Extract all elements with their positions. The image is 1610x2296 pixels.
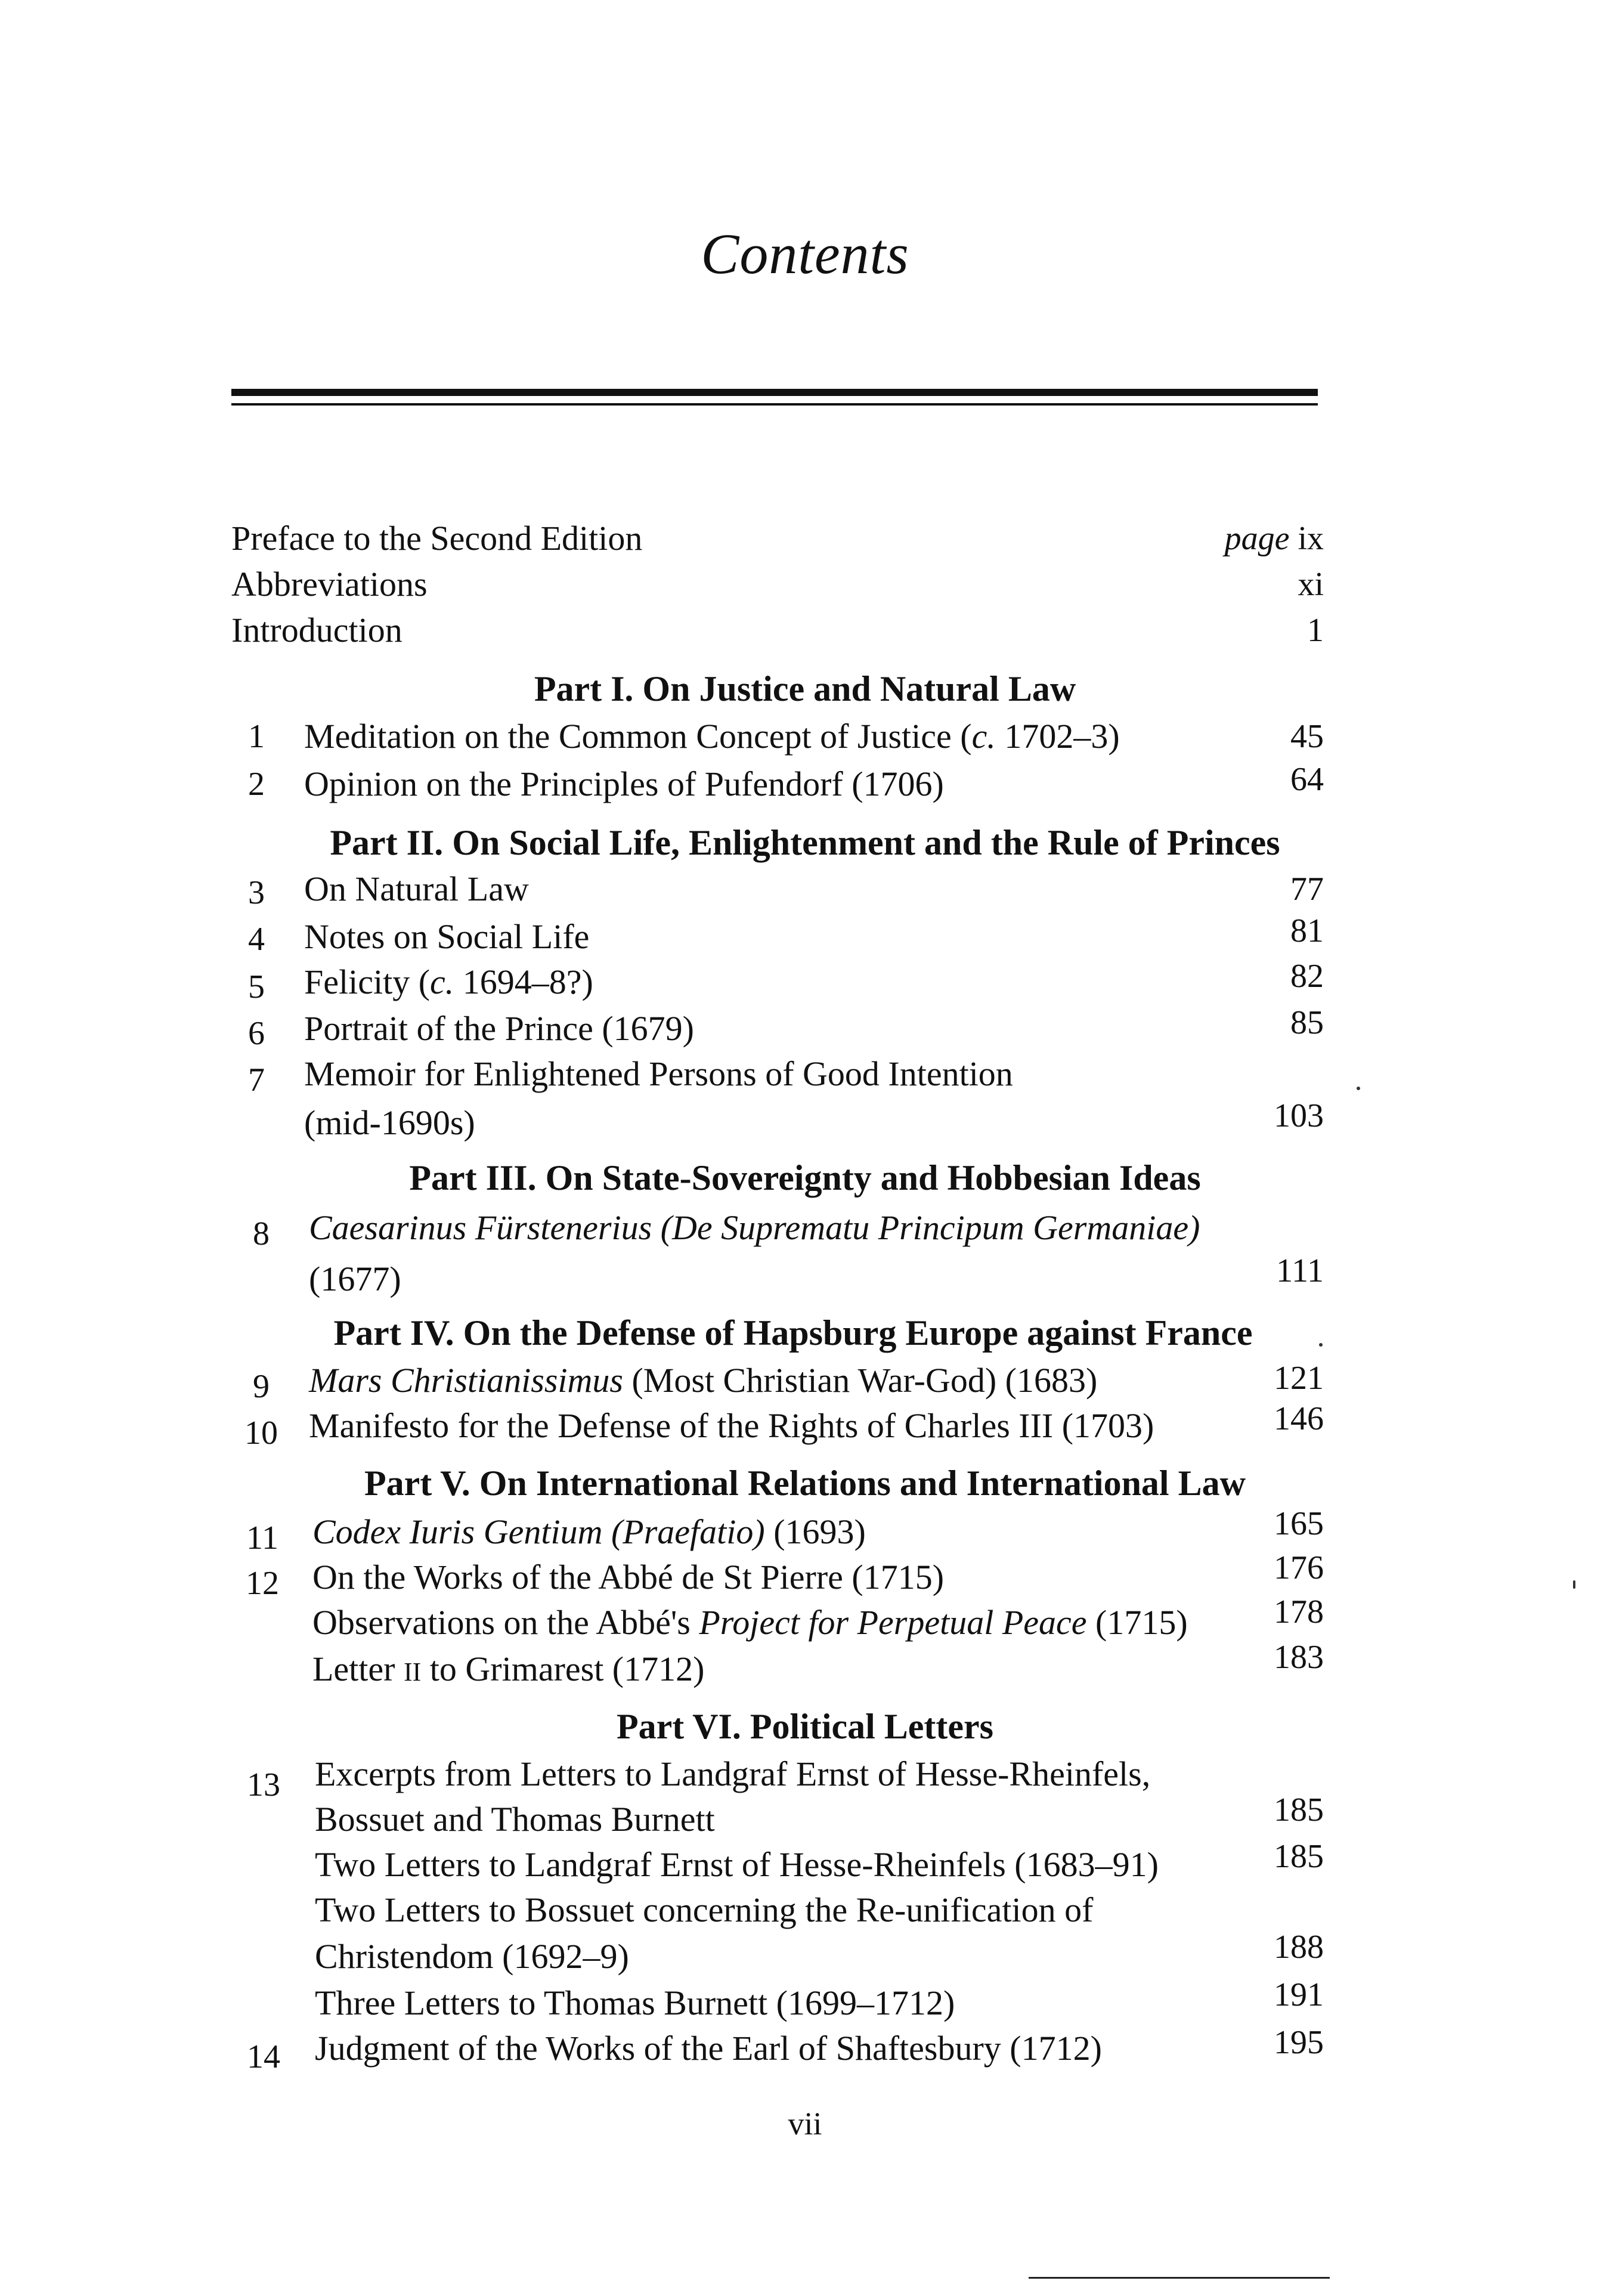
toc-entry[interactable]: On Natural Law xyxy=(304,869,529,908)
entry-number: 1 xyxy=(248,718,265,755)
toc-entry[interactable]: Meditation on the Common Concept of Justice (c. 1702–3) xyxy=(304,717,1120,756)
title-rule-thick xyxy=(231,389,1318,396)
entry-page: 146 xyxy=(1274,1400,1324,1437)
entry-page: 176 xyxy=(1274,1549,1324,1586)
entry-number: 9 xyxy=(253,1368,270,1405)
toc-entry[interactable]: Notes on Social Life xyxy=(304,917,590,956)
entry-number: 13 xyxy=(247,1766,280,1803)
entry-page: 185 xyxy=(1274,1791,1324,1828)
scan-speck xyxy=(1357,1087,1360,1090)
entry-page: 64 xyxy=(1290,761,1324,798)
front-abbreviations-page: xi xyxy=(1298,566,1324,603)
toc-entry[interactable]: Excerpts from Letters to Landgraf Ernst of Hesse-Rheinfels, xyxy=(315,1755,1151,1793)
entry-page: 188 xyxy=(1274,1929,1324,1966)
entry-number: 8 xyxy=(253,1215,270,1252)
toc-entry-continuation: Bossuet and Thomas Burnett xyxy=(315,1800,715,1839)
toc-entry[interactable]: Mars Christianissimus (Most Christian War-God) (1683) xyxy=(309,1361,1098,1400)
toc-entry[interactable]: Caesarinus Fürstenerius (De Suprematu Principum Germaniae) xyxy=(309,1208,1200,1247)
entry-number: 2 xyxy=(248,766,265,803)
entry-page: 183 xyxy=(1274,1639,1324,1676)
scan-speck xyxy=(1573,1580,1575,1589)
toc-entry[interactable]: Memoir for Enlightened Persons of Good Intention xyxy=(304,1054,1013,1093)
entry-page: 103 xyxy=(1274,1097,1324,1134)
front-introduction-page: 1 xyxy=(1307,612,1324,649)
entry-page: 111 xyxy=(1276,1252,1324,1289)
entry-page: 121 xyxy=(1274,1360,1324,1397)
toc-entry[interactable]: Two Letters to Bossuet concerning the Re-unification of xyxy=(315,1890,1094,1929)
front-abbreviations[interactable]: Abbreviations xyxy=(231,565,428,604)
entry-page: 165 xyxy=(1274,1505,1324,1542)
entry-number: 5 xyxy=(248,968,265,1005)
toc-entry[interactable]: On the Works of the Abbé de St Pierre (1715) xyxy=(312,1558,945,1596)
footer-rule xyxy=(1029,2277,1330,2279)
part-heading: Part VI. Political Letters xyxy=(616,1707,994,1746)
scan-speck xyxy=(1319,1343,1323,1347)
entry-number: 14 xyxy=(247,2038,280,2075)
toc-entry-continuation: (1677) xyxy=(309,1260,401,1298)
entry-page: 85 xyxy=(1290,1004,1324,1041)
part-heading: Part V. On International Relations and International Law xyxy=(364,1463,1246,1503)
part-heading: Part I. On Justice and Natural Law xyxy=(534,669,1076,708)
front-preface-page: page ix xyxy=(1224,520,1324,557)
toc-entry[interactable]: Three Letters to Thomas Burnett (1699–1712) xyxy=(315,1984,955,2022)
entry-page: 191 xyxy=(1274,1976,1324,2013)
toc-entry-continuation: (mid-1690s) xyxy=(304,1103,475,1142)
entry-number: 7 xyxy=(248,1062,265,1099)
entry-page: 185 xyxy=(1274,1838,1324,1875)
entry-page: 81 xyxy=(1290,912,1324,949)
entry-number: 3 xyxy=(248,874,265,911)
entry-page: 77 xyxy=(1290,871,1324,908)
toc-entry[interactable]: Opinion on the Principles of Pufendorf (1706) xyxy=(304,765,944,803)
toc-entry[interactable]: Felicity (c. 1694–8?) xyxy=(304,963,593,1001)
front-preface[interactable]: Preface to the Second Edition xyxy=(231,519,643,558)
toc-entry[interactable]: Judgment of the Works of the Earl of Shaftesbury (1712) xyxy=(315,2029,1102,2068)
toc-entry[interactable]: Letter II to Grimarest (1712) xyxy=(312,1650,705,1688)
toc-entry[interactable]: Portrait of the Prince (1679) xyxy=(304,1009,694,1048)
part-heading: Part III. On State-Sovereignty and Hobbesian Ideas xyxy=(409,1158,1201,1197)
entry-number: 10 xyxy=(244,1415,278,1452)
entry-number: 6 xyxy=(248,1015,265,1052)
toc-entry[interactable]: Codex Iuris Gentium (Praefatio) (1693) xyxy=(312,1512,866,1551)
entry-page: 195 xyxy=(1274,2024,1324,2061)
entry-page: 82 xyxy=(1290,958,1324,995)
toc-entry-continuation: Christendom (1692–9) xyxy=(315,1937,629,1976)
entry-number: 12 xyxy=(246,1565,279,1602)
entry-number: 11 xyxy=(246,1520,278,1557)
title-rule-thin xyxy=(231,403,1318,406)
entry-page: 178 xyxy=(1274,1593,1324,1630)
toc-entry[interactable]: Two Letters to Landgraf Ernst of Hesse-Rheinfels (1683–91) xyxy=(315,1845,1159,1884)
entry-number: 4 xyxy=(248,921,265,958)
page-number: vii xyxy=(788,2106,822,2142)
page-title: Contents xyxy=(701,222,909,286)
front-introduction[interactable]: Introduction xyxy=(231,611,402,649)
toc-entry[interactable]: Observations on the Abbé's Project for Perpetual Peace (1715) xyxy=(312,1603,1188,1642)
entry-page: 45 xyxy=(1290,718,1324,755)
toc-entry[interactable]: Manifesto for the Defense of the Rights of Charles III (1703) xyxy=(309,1406,1154,1445)
part-heading: Part IV. On the Defense of Hapsburg Europe against France xyxy=(333,1313,1253,1353)
part-heading: Part II. On Social Life, Enlightenment and the Rule of Princes xyxy=(330,823,1280,862)
